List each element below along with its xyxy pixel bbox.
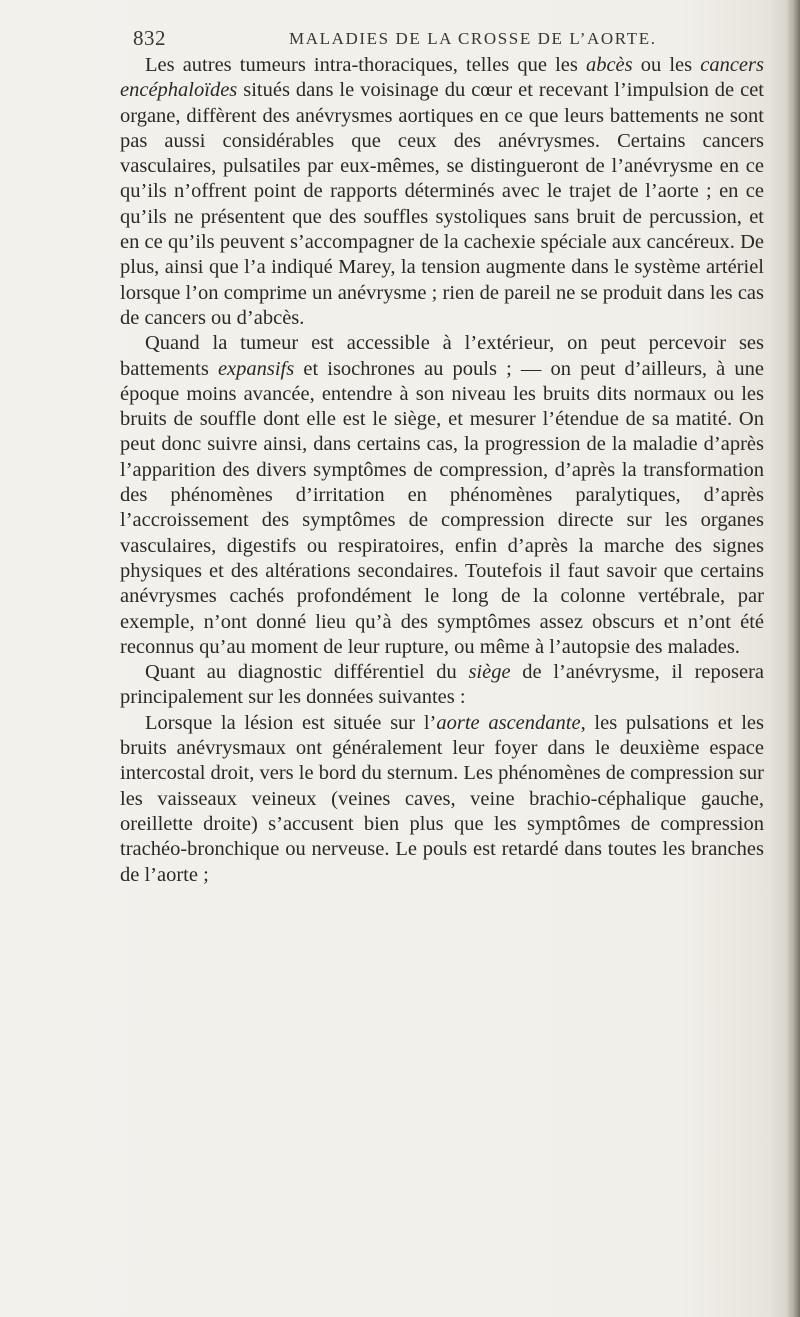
paragraph-3 <box>120 660 764 711</box>
text-run: Quant au diagnostic différentiel du <box>145 661 469 684</box>
italic-term-aorte-ascendante: aorte ascendante <box>436 711 581 734</box>
text-run: , les pulsations et les bruits anévrysmaux ont généralement leur foyer dans le deuxième espace intercostal droit, vers le bord du sternum. Les phénomènes de compression sur les vaisseaux veineux (veines caves, veine brachio-céphalique gauche, oreillette droite) s’accusent bien plus que les symptômes de compression trachéo-bronchique ou nerveuse. Le pouls est retardé dans toutes les branches de l’aorte ; <box>120 711 764 886</box>
text-run: de l’anévrysme, il reposera principalement sur les données suivantes : <box>120 661 764 709</box>
paragraph-2 <box>120 331 764 660</box>
text-run: et isochrones au pouls ; — on peut d’ailleurs, à une époque moins avancée, entendre à son niveau les bruits dits normaux ou les bruits de souffle dont elle est le siège, et mesurer l’étendue de sa matité. On peut donc suivre ainsi, dans certains cas, la progression de la maladie d’après l’apparition des divers symptômes de compression, d’après la transformation des phénomènes d’irritation en phénomènes paralytiques, d’après l’accroissement des symptômes de compression directe sur les organes vasculaires, digestifs ou respiratoires, enfin d’après la marche des signes physiques et des altérations secondaires. Toutefois il faut savoir que certains anévrysmes cachés profondément le long de la colonne vertébrale, par exemple, n’ont donné lieu qu’à des symptômes assez obscurs et n’ont été reconnus qu’au moment de leur rupture, ou même à l’autopsie des malades. <box>120 357 764 658</box>
text-run: ou les <box>632 54 701 76</box>
body-text <box>120 53 764 888</box>
text-run: Lorsque la lésion est située sur l’ <box>145 711 437 734</box>
text-run: situés dans le voisinage du cœur et recevant l’impulsion de cet organe, diffèrent des anévrysmes aortiques en ce que leurs battements ne sont pas aussi considérables que ceux des anévrysmes. Certains cancers vasculaires, pulsatiles par eux-mêmes, se distingueront de l’anévrysme en ce qu’ils n’offrent point de rapports déterminés avec le trajet de l’aorte ; en ce qu’ils ne présentent que des souffles systoliques sans bruit de percussion, et en ce qu’ils peuvent s’accompagner de la cachexie spéciale aux cancéreux. De plus, ainsi que l’a indiqué Marey, la tension augmente dans le système artériel lorsque l’on comprime un anévrysme ; rien de pareil ne se produit dans les cas de cancers ou d’abcès. <box>120 79 764 329</box>
running-title: MALADIES DE LA CROSSE DE L’AORTE. <box>289 29 657 48</box>
page-header <box>0 26 800 56</box>
italic-term-abces: abcès <box>585 54 633 76</box>
text-run: Les autres tumeurs intra-thoraciques, telles que les <box>145 54 586 76</box>
paragraph-1 <box>120 53 764 331</box>
italic-term-siege: siège <box>468 661 511 684</box>
paragraph-4 <box>120 711 764 888</box>
italic-term-expansifs: expansifs <box>217 357 295 380</box>
text-run: Quand la tumeur est accessible à l’extérieur, on peut percevoir ses battements <box>120 332 764 380</box>
page-gutter-shadow <box>786 0 800 1317</box>
italic-term-cancers-encephaloides: cancers encéphaloïdes <box>120 54 764 102</box>
page-number: 832 <box>133 26 166 50</box>
